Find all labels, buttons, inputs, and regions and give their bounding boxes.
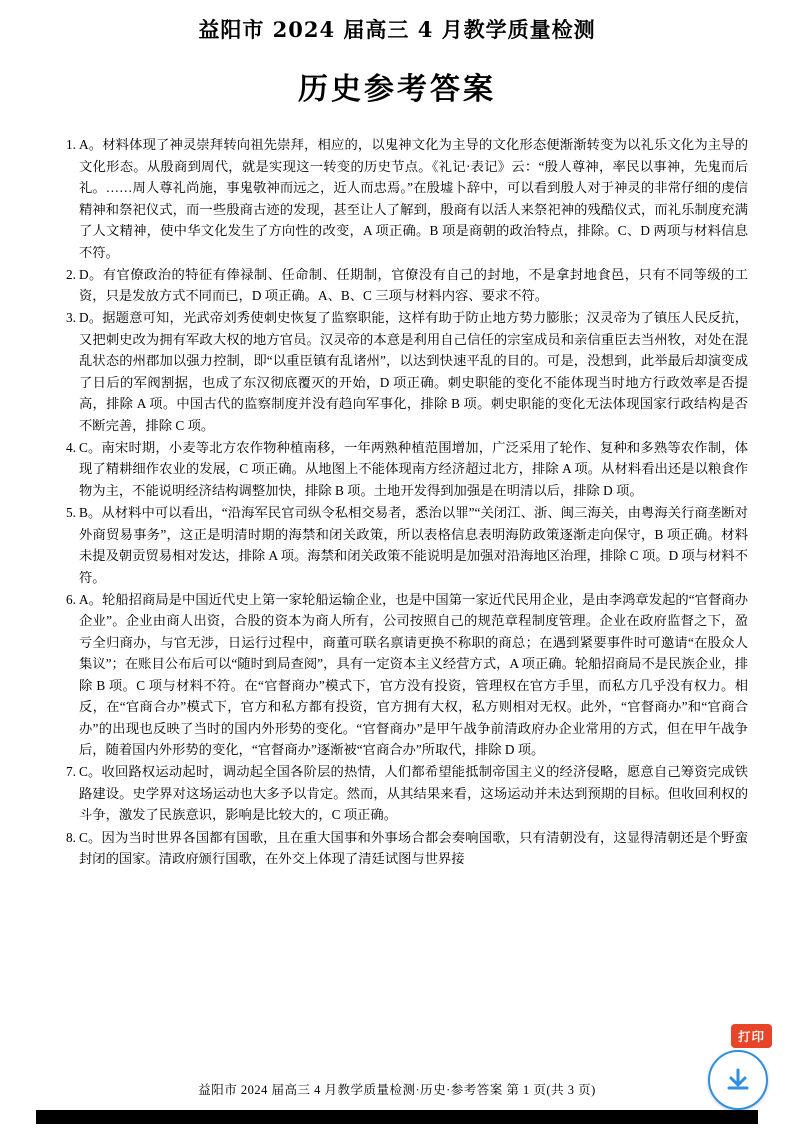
item-number: 6.: [66, 591, 76, 607]
item-text: D。有官僚政治的特征有俸禄制、任命制、任期制，官僚没有自己的封地，不是拿封地食邑，只有不同等级的工资，只是发放方式不同而已，D 项正确。A、B、C 三项与材料内容、要求不符。: [79, 266, 748, 304]
list-item: [46, 827, 748, 870]
item-text: B。从材料中可以看出，“沿海军民官司纵令私相交易者，悉治以罪”“关闭江、浙、闽三海关，由粤海关行商垄断对外商贸易事务”，这正是明清时期的海禁和闭关政策，所以表格信息表明海防政策逐渐走向保守，B 项正确。材料未提及朝贡贸易相对发达，排除 A 项。海禁和闭关政策不能说明是加强对沿海地区治理，排除 C 项。D 项与材料不符。: [79, 505, 748, 585]
page-footer: 益阳市 2024 届高三 4 月教学质量检测·历史·参考答案 第 1 页(共 3 页): [198, 1083, 596, 1097]
page-subtitle: 历史参考答案: [298, 72, 496, 107]
list-item: [46, 134, 748, 263]
answer-list: [46, 134, 748, 870]
item-text: C。收回路权运动起时，调动起全国各阶层的热情，人们都希望能抵制帝国主义的经济侵略，愿意自己筹资完成铁路建设。史学界对这场运动也大多予以肯定。然而，从其结果来看，这场运动并未达到预期的目标。但收回利权的斗争，激发了民族意识，影响是比较大的，C 项正确。: [79, 764, 748, 823]
list-item: [46, 761, 748, 826]
page-title: 益阳市 2024 届高三 4 月教学质量检测: [198, 17, 596, 42]
item-number: 7.: [66, 764, 76, 780]
item-text: A。轮船招商局是中国近代史上第一家轮船运输企业，也是中国第一家近代民用企业，是由李鸿章发起的“官督商办企业”。企业由商人出资，合股的资本为商人所有，公司按照自己的规范章程制度管理。企业在政府监督之下，盈亏全归商办，与官无涉，日运行过程中，商董可联名禀请更换不称职的商总；在遇到紧要事件时可邀请“在股众人集议”；在账目公布后可以“随时到局查阅”，具有一定资本主义经营方式，A 项正确。轮船招商局不是民族企业，排除 B 项。C 项与材料不符。在“官督商办”模式下，官方没有投资，管理权在官方手里，而私方几乎没有权力。相反，在“官商合办”模式下，官方和私方都有投资，官方拥有大权，私方则相对无权。此外，“官督商办”和“官商合办”的出现也反映了当时的国内外形势的变化。“官督商办”是甲午战争前清政府办企业常用的方式，但在甲午战争后，随着国内外形势的变化，“官督商办”逐渐被“官商合办”所取代，排除 D 项。: [79, 591, 748, 758]
item-text: C。南宋时期，小麦等北方农作物种植南移，一年两熟种植范围增加，广泛采用了轮作、复种和多熟等农作制，体现了精耕细作农业的发展，C 项正确。从地图上不能体现南方经济超过北方，排除 A 项。从材料看出还是以粮食作物为主，不能说明经济结构调整加快，排除 B 项。土地开发得到加强是在明清以后，排除 D 项。: [79, 439, 748, 498]
list-item: [46, 437, 748, 502]
item-number: 1.: [66, 137, 76, 152]
list-item: [46, 502, 748, 588]
print-button[interactable]: 打印: [731, 1024, 772, 1048]
list-item: [46, 307, 748, 436]
item-number: 5.: [66, 505, 76, 521]
item-text: A。材料体现了神灵崇拜转向祖先崇拜，相应的，以鬼神文化为主导的文化形态便渐渐转变为以礼乐文化为主导的文化形态。从殷商到周代，就是实现这一转变的历史节点。《礼记·表记》云：“殷人尊神，率民以事神，先鬼而后礼。……周人尊礼尚施，事鬼敬神而远之，近人而忠焉。”在殷墟卜辞中，可以看到殷人对于神灵的非常仔细的虔信精神和祭祀仪式，而一些殷商古迹的发现，甚至让人了解到，殷商有以活人来祭祀神的残酷仪式，而礼乐制度充满了人文精神，使中华文化发生了方向性的改变，A 项正确。B 项是商朝的政治特点，排除。C、D 两项与材料信息不符。: [79, 137, 748, 260]
download-icon: [723, 1065, 753, 1095]
download-button[interactable]: [708, 1050, 768, 1110]
item-text: C。因为当时世界各国都有国歌，且在重大国事和外事场合都会奏响国歌，只有清朝没有，这显得清朝还是个野蛮封闭的国家。清政府颁行国歌，在外交上体现了清廷试图与世界接: [79, 829, 748, 867]
item-number: 2.: [66, 266, 76, 282]
list-item: [46, 589, 748, 761]
document-page: [0, 14, 794, 1136]
item-number: 4.: [66, 439, 76, 455]
list-item: [46, 264, 748, 307]
item-text: D。据题意可知，光武帝刘秀使刺史恢复了监察职能，这样有助于防止地方势力膨胀；汉灵帝为了镇压人民反抗，又把刺史改为拥有军政大权的地方官员。汉灵帝的本意是利用自己信任的宗室成员和亲信重臣去当州牧，对处在混乱状态的州郡加以强力控制，即“以重臣镇有乱诸州”，以达到快速平乱的目的。可是，没想到，此举最后却演变成了日后的军阀割据，也成了东汉彻底覆灭的开始，D 项正确。刺史职能的变化不能体现当时地方行政效率是否提高，排除 A 项。中国古代的监察制度并没有趋向军事化，排除 B 项。刺史职能的变化无法体现国家行政结构是否不断完善，排除 C 项。: [79, 310, 748, 433]
item-number: 3.: [66, 310, 76, 326]
floating-actions: [708, 1024, 772, 1114]
item-number: 8.: [66, 829, 76, 845]
